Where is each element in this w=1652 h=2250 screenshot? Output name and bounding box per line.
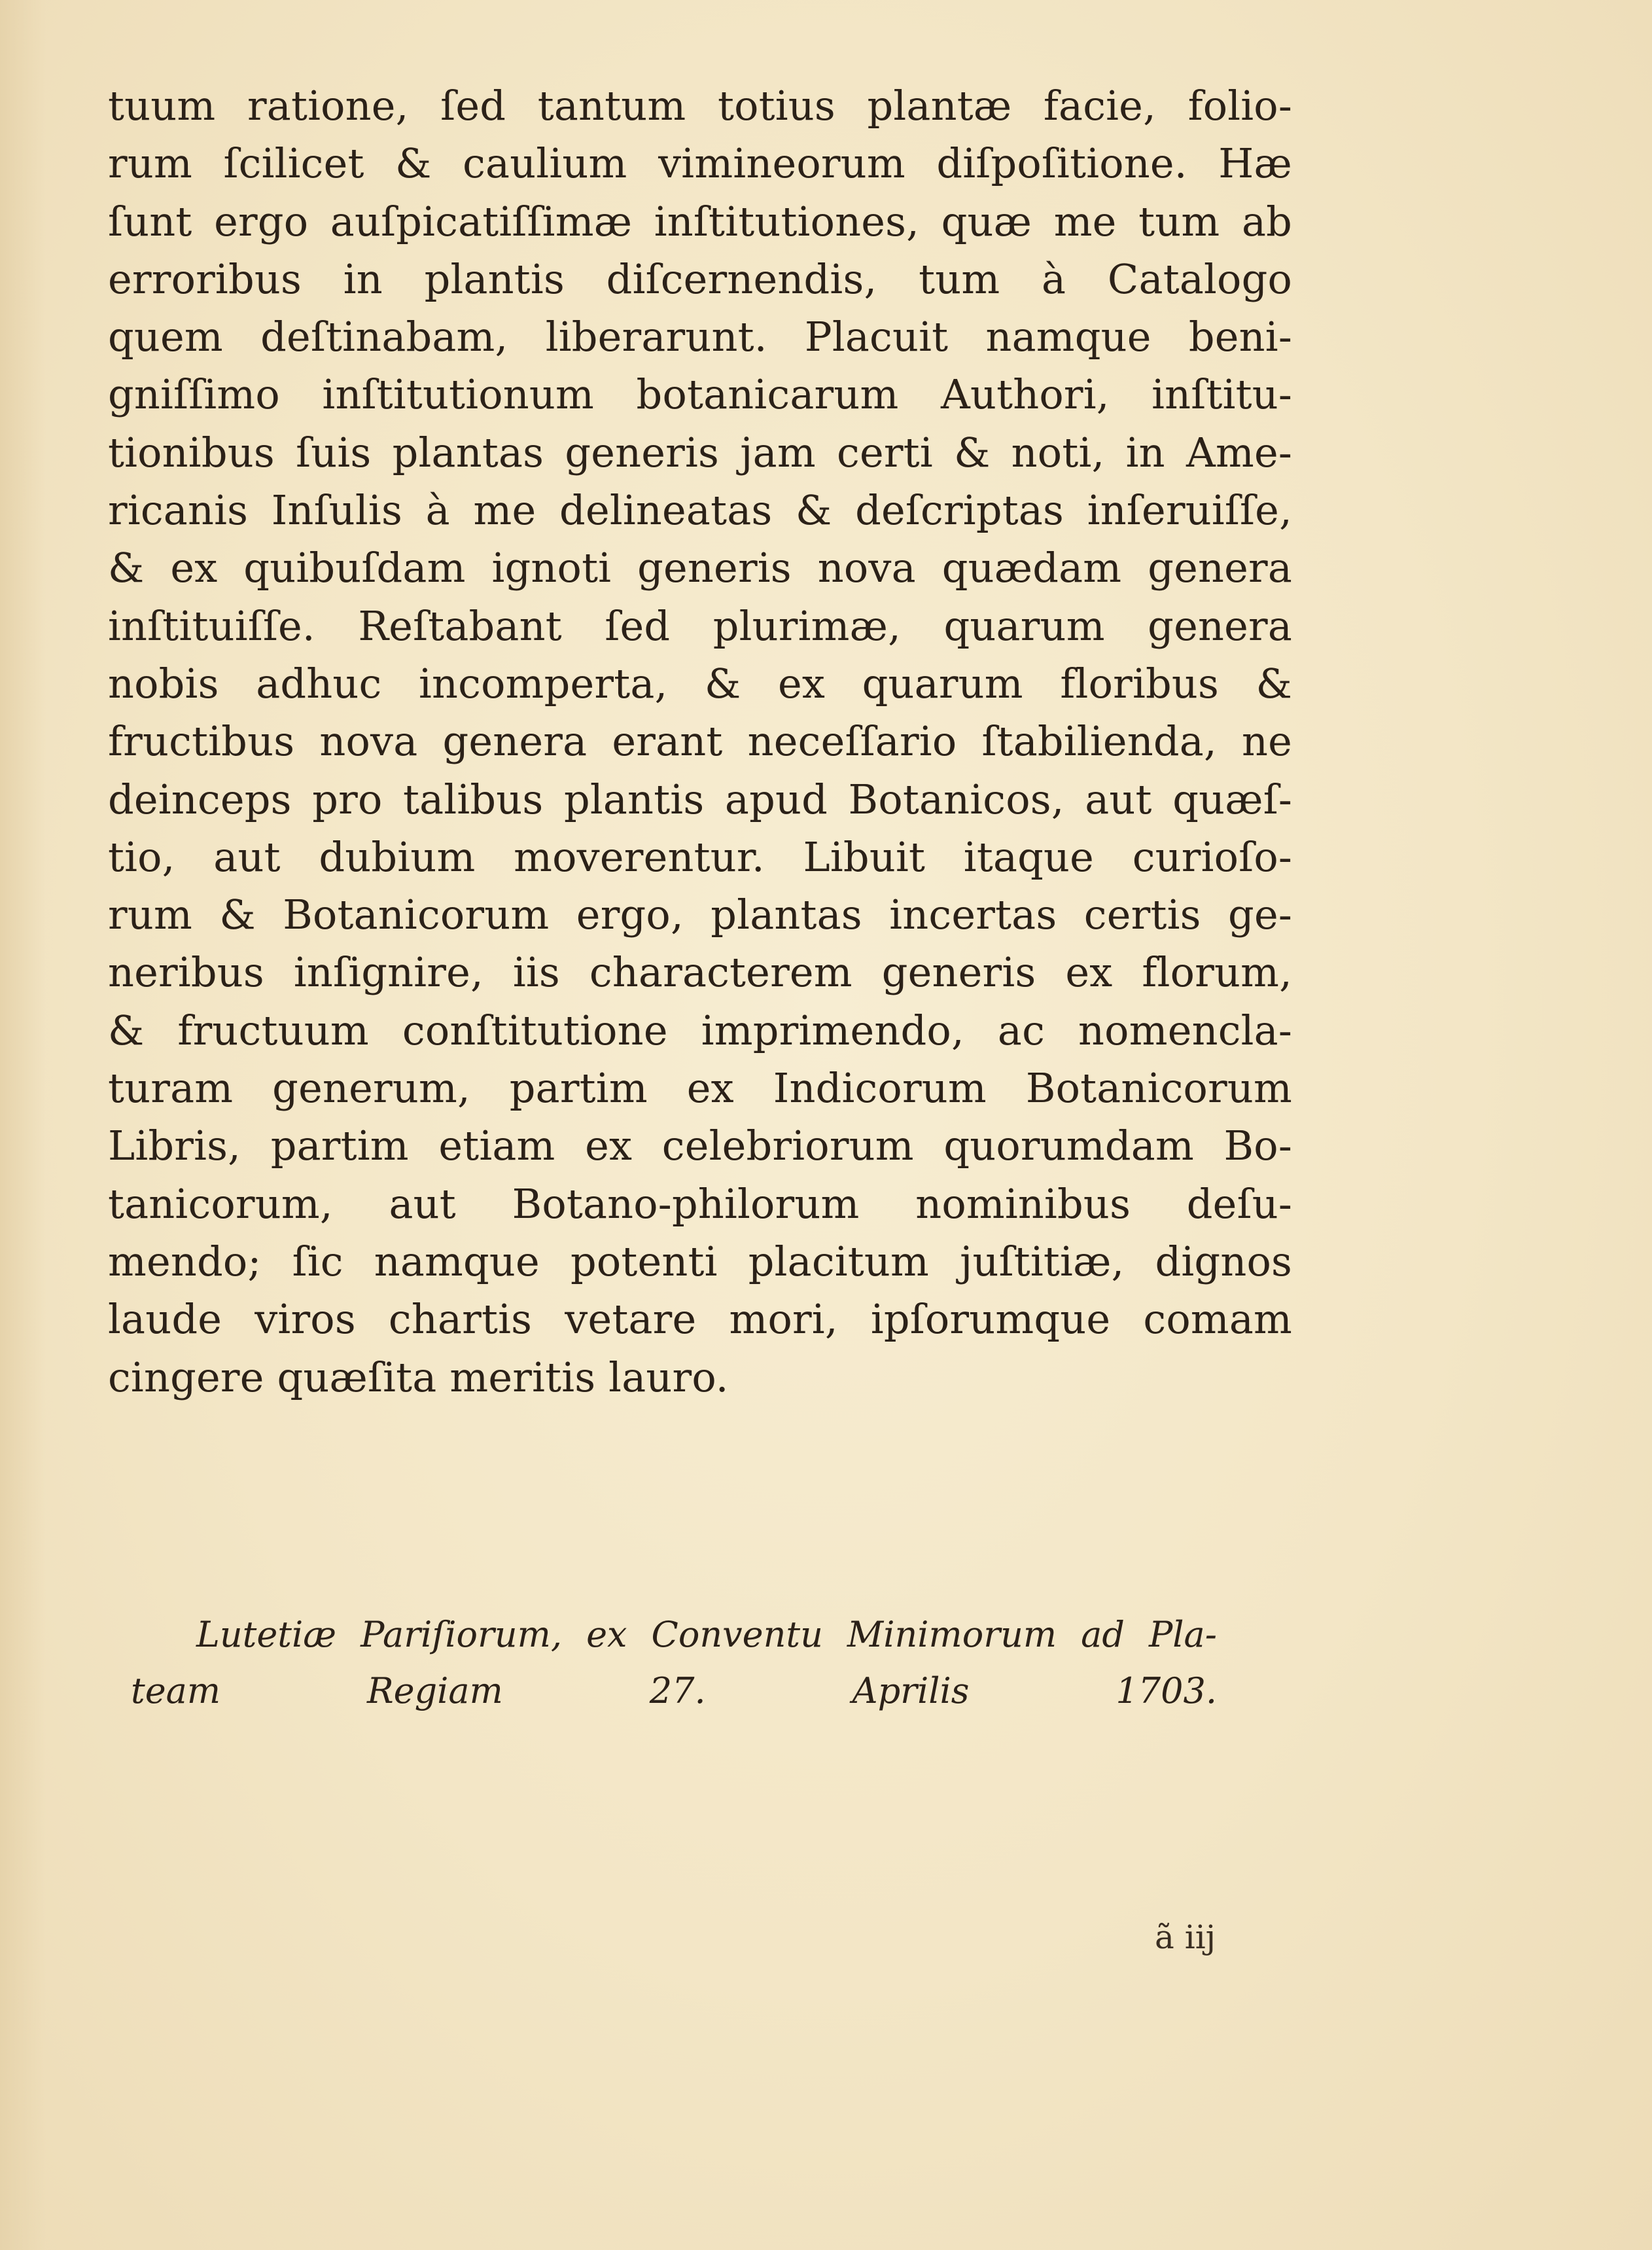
text-line: tanicorum, aut Botano-philorum nominibus deſu- <box>108 1179 1292 1228</box>
dateline-line-1: Lutetiæ Pariſiorum, ex Conventu Minimorum ad Pla- <box>196 1614 1217 1655</box>
text-line: deinceps pro talibus plantis apud Botanicos, aut quæſ- <box>108 775 1292 823</box>
text-line: & ex quibuſdam ignoti generis nova quædam genera <box>108 544 1292 592</box>
text-line: neribus inſignire, iis characterem generis ex florum, <box>108 948 1292 997</box>
page-edge-shadow <box>0 0 46 2250</box>
text-line: mendo; ſic namque potenti placitum juſtitiæ, dignos <box>108 1237 1292 1285</box>
signature-mark: ã iij <box>1155 1918 1216 1956</box>
text-line: cingere quæſita meritis lauro. <box>108 1353 729 1401</box>
text-line: turam generum, partim ex Indicorum Botanicorum <box>108 1064 1292 1113</box>
text-line: & fructuum conſtitutione imprimendo, ac nomencla- <box>108 1006 1292 1054</box>
text-line: nobis adhuc incomperta, & ex quarum floribus & <box>108 659 1292 707</box>
text-line: ricanis Inſulis à me delineatas & deſcriptas inſeruiſſe, <box>108 486 1292 535</box>
text-line: gniſſimo inſtitutionum botanicarum Authori, inſtitu- <box>108 370 1292 419</box>
dateline-line-2: team Regiam 27. Aprilis 1703. <box>131 1670 1217 1711</box>
text-line: erroribus in plantis diſcernendis, tum à Catalogo <box>108 255 1292 303</box>
text-line: rum & Botanicorum ergo, plantas incertas certis ge- <box>108 891 1292 939</box>
text-line: tionibus ſuis plantas generis jam certi & noti, in Ame- <box>108 428 1292 476</box>
text-line: laude viros chartis vetare mori, ipſorumque comam <box>108 1295 1292 1344</box>
text-line: tuum ratione, ſed tantum totius plantæ facie, folio- <box>108 82 1292 130</box>
text-line: rum ſcilicet & caulium vimineorum diſpoſitione. Hæ <box>108 139 1292 188</box>
text-line: tio, aut dubium moverentur. Libuit itaque curioſo- <box>108 832 1292 881</box>
body-paragraph <box>108 77 1292 1406</box>
text-line: Libris, partim etiam ex celebriorum quorumdam Bo- <box>108 1122 1292 1170</box>
text-line: ſunt ergo auſpicatiſſimæ inſtitutiones, quæ me tum ab <box>108 197 1292 245</box>
text-line: quem deſtinabam, liberarunt. Placuit namque beni- <box>108 313 1292 361</box>
text-line: inſtituiſſe. Reſtabant ſed plurimæ, quarum genera <box>108 601 1292 650</box>
text-line: fructibus nova genera erant neceſſario ſtabilienda, ne <box>108 717 1292 766</box>
place-date-line <box>131 1607 1217 1719</box>
